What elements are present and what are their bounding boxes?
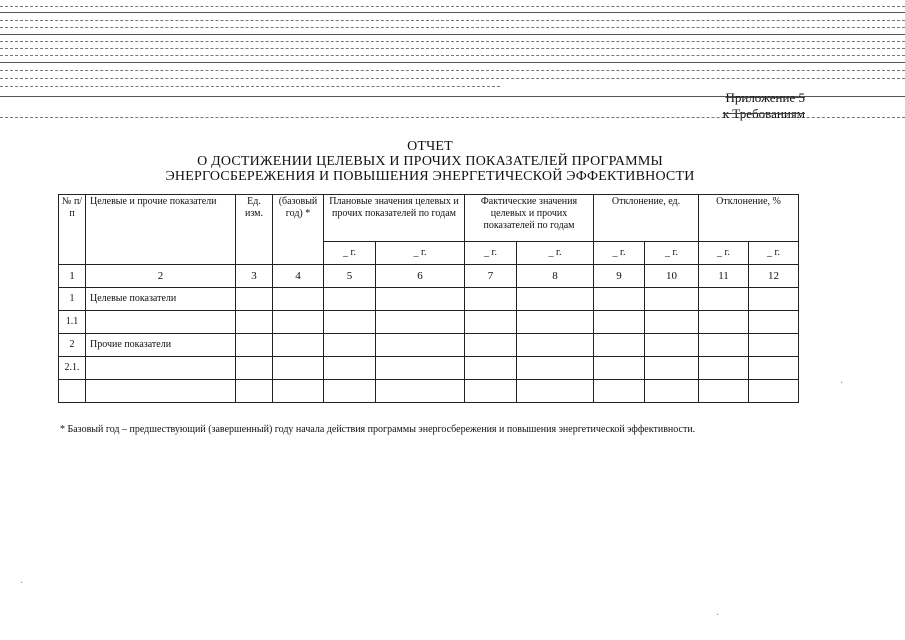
column-number: 8 <box>517 265 594 288</box>
table-cell <box>645 311 699 334</box>
column-number: 7 <box>465 265 517 288</box>
scan-line <box>0 62 905 63</box>
table-cell <box>594 311 645 334</box>
row-num: 1.1 <box>59 311 86 334</box>
table-cell <box>594 288 645 311</box>
row-num <box>59 380 86 403</box>
footnote: * Базовый год – предшествующий (завершенный) году начала действия программы энергосбережения и повышения энергетической эффективности. <box>60 424 696 435</box>
scan-speck: · <box>840 378 844 389</box>
table-cell <box>273 288 324 311</box>
table-cell <box>376 311 465 334</box>
table-cell <box>645 357 699 380</box>
table-cell <box>749 380 799 403</box>
year-cell: _ г. <box>376 242 465 265</box>
annex-line-1: Приложение 5 <box>725 90 805 105</box>
table-cell <box>465 311 517 334</box>
scan-line <box>0 27 905 28</box>
scan-speck: · <box>20 578 24 589</box>
year-cell: _ г. <box>594 242 645 265</box>
column-number: 6 <box>376 265 465 288</box>
table-row <box>59 288 799 311</box>
table-cell <box>236 288 273 311</box>
row-label: Целевые показатели <box>86 288 236 311</box>
year-cell: _ г. <box>749 242 799 265</box>
row-num: 2.1. <box>59 357 86 380</box>
scan-line <box>0 6 905 7</box>
year-cell: _ г. <box>699 242 749 265</box>
column-number: 2 <box>86 265 236 288</box>
table-cell <box>376 380 465 403</box>
column-number: 11 <box>699 265 749 288</box>
table-row <box>59 380 799 403</box>
table-cell <box>236 357 273 380</box>
table-cell <box>699 380 749 403</box>
table-cell <box>699 334 749 357</box>
column-number: 10 <box>645 265 699 288</box>
table-cell <box>749 311 799 334</box>
column-number: 12 <box>749 265 799 288</box>
table-cell <box>699 311 749 334</box>
table-cell <box>236 334 273 357</box>
table-cell <box>324 380 376 403</box>
table-cell <box>517 334 594 357</box>
table-cell <box>749 288 799 311</box>
row-num: 1 <box>59 288 86 311</box>
table-cell <box>699 357 749 380</box>
table-cell <box>517 288 594 311</box>
scan-line <box>0 55 905 56</box>
year-cell: _ г. <box>324 242 376 265</box>
scan-line <box>0 78 905 79</box>
table-cell <box>594 380 645 403</box>
table-cell <box>749 357 799 380</box>
table-cell <box>324 357 376 380</box>
scan-line <box>0 86 500 87</box>
table-cell <box>517 311 594 334</box>
table-cell <box>236 380 273 403</box>
table-cell <box>324 311 376 334</box>
header-deviation-pct: Отклонение, % <box>699 195 799 242</box>
year-cell: _ г. <box>465 242 517 265</box>
table-cell <box>465 288 517 311</box>
header-deviation-units: Отклонение, ед. <box>594 195 699 242</box>
table-cell <box>645 334 699 357</box>
title-line-2: О ДОСТИЖЕНИИ ЦЕЛЕВЫХ И ПРОЧИХ ПОКАЗАТЕЛЕЙ ПРОГРАММЫ <box>197 154 663 169</box>
scan-line <box>0 48 905 49</box>
table-cell <box>645 380 699 403</box>
column-number-row <box>59 265 799 288</box>
column-number: 3 <box>236 265 273 288</box>
table-cell <box>324 334 376 357</box>
header-num: № п/п <box>59 195 86 265</box>
table-row <box>59 357 799 380</box>
row-label <box>86 380 236 403</box>
table-cell <box>465 357 517 380</box>
column-number: 1 <box>59 265 86 288</box>
scan-line <box>0 12 905 13</box>
scan-line <box>0 70 905 71</box>
row-label <box>86 357 236 380</box>
title-line-1: ОТЧЕТ <box>407 139 453 154</box>
table-cell <box>324 288 376 311</box>
table-cell <box>594 334 645 357</box>
row-num: 2 <box>59 334 86 357</box>
table-cell <box>376 334 465 357</box>
header-actual: Фактические значения целевых и прочих показателей по годам <box>465 195 594 242</box>
row-label <box>86 311 236 334</box>
header-unit: Ед. изм. <box>236 195 273 265</box>
report-title <box>0 139 860 184</box>
table-row <box>59 311 799 334</box>
table-cell <box>594 357 645 380</box>
scan-line <box>0 20 905 21</box>
column-number: 4 <box>273 265 324 288</box>
table-cell <box>465 334 517 357</box>
table-cell <box>376 357 465 380</box>
table-cell <box>273 334 324 357</box>
annex-reference <box>723 90 805 122</box>
header-base-year: (базовый год) * <box>273 195 324 265</box>
table-cell <box>517 357 594 380</box>
annex-line-2: к Требованиям <box>722 106 805 121</box>
table-cell <box>236 311 273 334</box>
table-cell <box>273 311 324 334</box>
table-row <box>59 334 799 357</box>
table-cell <box>699 288 749 311</box>
scan-line <box>0 34 905 35</box>
header-planned: Плановые значения целевых и прочих показателей по годам <box>324 195 465 242</box>
table-cell <box>749 334 799 357</box>
header-row <box>59 195 799 242</box>
year-cell: _ г. <box>517 242 594 265</box>
column-number: 5 <box>324 265 376 288</box>
report-table <box>58 194 799 403</box>
table-cell <box>376 288 465 311</box>
table-cell <box>645 288 699 311</box>
year-cell: _ г. <box>645 242 699 265</box>
scan-line <box>0 41 905 42</box>
table-cell <box>517 380 594 403</box>
table-cell <box>273 380 324 403</box>
header-indicators: Целевые и прочие показатели <box>86 195 236 265</box>
table-cell <box>465 380 517 403</box>
column-number: 9 <box>594 265 645 288</box>
row-label: Прочие показатели <box>86 334 236 357</box>
title-line-3: ЭНЕРГОСБЕРЕЖЕНИЯ И ПОВЫШЕНИЯ ЭНЕРГЕТИЧЕСКОЙ ЭФФЕКТИВНОСТИ <box>165 169 695 184</box>
scan-speck: · <box>716 610 720 621</box>
table-cell <box>273 357 324 380</box>
